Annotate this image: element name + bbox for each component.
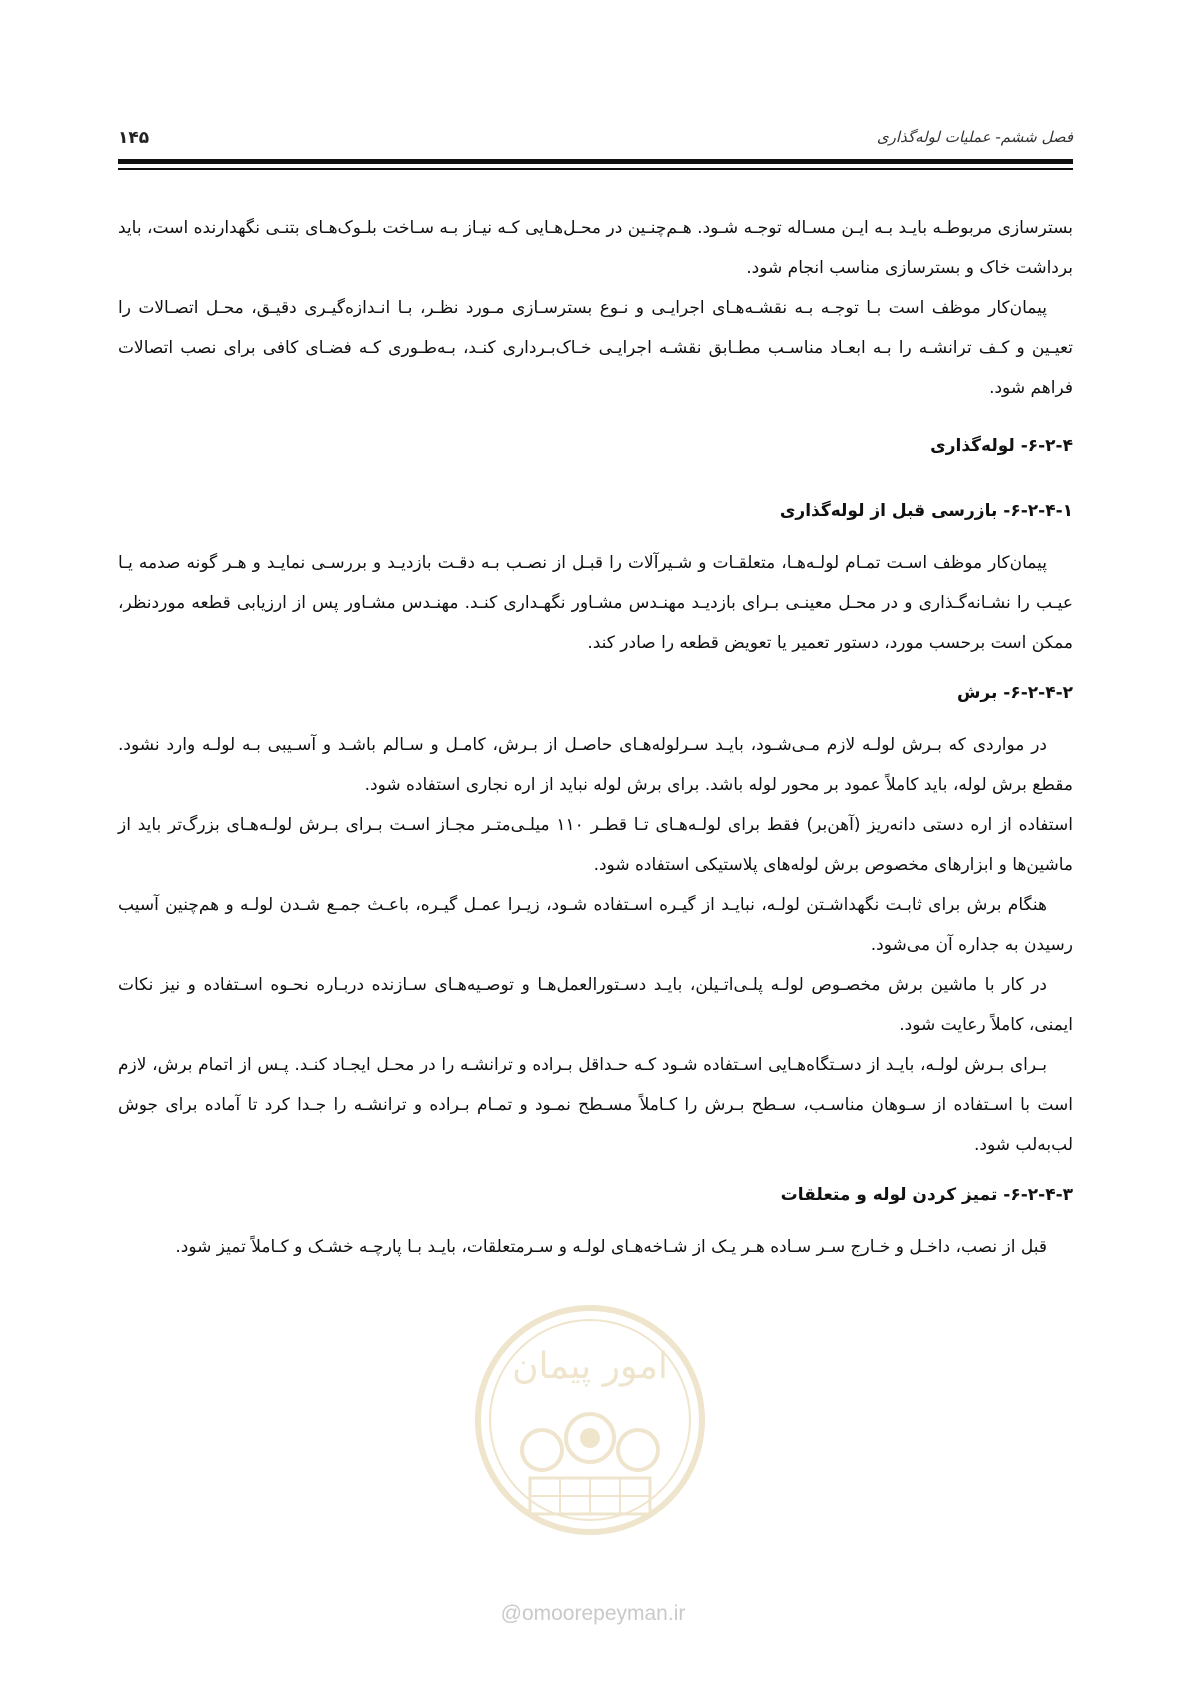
paragraph: بـرای بـرش لولـه، بایـد از دسـتگاه‌هـایی اسـتفاده شـود کـه حـداقل بـراده و ترانشـه را در محـل ایجـاد کنـد. پـس از اتمام برش، لازم است با اسـتفاده از سـوهان مناسـب، سـطح بـرش را کـاملاً مسـطح نمـود و تمـام بـراده و ترانشـه را جـدا کرد تا آماده برای جوش لب‌به‌لب شود. [118,1055,1073,1155]
paragraph: در مواردی که بـرش لولـه لازم مـی‌شـود، بایـد سـرلوله‌هـای حاصـل از بـرش، کامـل و سـالم باشـد و آسـیبی بـه لولـه وارد نشود. مقطع برش لوله، باید کاملاً عمود بر محور لوله باشد. برای برش لوله نباید از اره نجاری استفاده شود. [118,735,1073,795]
seal-stamp-logo-icon [470,1300,710,1540]
subsection-heading: ۶-۲-۴-۳- تمیز کردن لوله و متعلقات [780,1185,1073,1205]
page-header [118,128,1073,172]
paragraph: قبل از نصب، داخـل و خـارج سـر سـاده هـر یـک از شـاخه‌هـای لولـه و سـرمتعلقات، بایـد بـا پارچـه خشـک و کـاملاً تمیز شود. [175,1237,1047,1257]
paragraph: در کار با ماشین برش مخصـوص لولـه پلـی‌اتـیلن، بایـد دسـتورالعمل‌هـا و توصـیه‌هـای سـازنده دربـاره نحـوه اسـتفاده و نیز نکات ایمنی، کاملاً رعایت شود. [118,975,1073,1035]
header-rule-thin [118,168,1073,170]
paragraph: بسترسازی مربوطـه بایـد بـه ایـن مسـاله توجـه شـود. هـم‌چنـین در محـل‌هـایی کـه نیـاز بـه سـاخت بلـوک‌هـای بتنـی نگهدارنده است، باید برداشت خاک و بسترسازی مناسب انجام شود. [118,218,1073,278]
section-heading: ۶-۲-۴- لوله‌گذاری [930,436,1073,456]
page-content [118,208,1073,1267]
header-rule-thick [118,159,1073,164]
seal-logo-text: امور پیمان [512,1346,668,1387]
website-watermark: @omoorepeyman.ir [500,1602,686,1625]
subsection-heading: ۶-۲-۴-۲- برش [956,683,1073,703]
paragraph: استفاده از اره دستی دانه‌ریز (آهن‌بر) فقط برای لولـه‌هـای تـا قطـر ۱۱۰ میلـی‌متـر مجـاز اسـت بـرای بـرش لولـه‌هـای بزرگ‌تر باید از ماشین‌ها و ابزارهای مخصوص برش لوله‌های پلاستیکی استفاده شود. [118,815,1073,875]
paragraph: هنگام برش برای ثابـت نگهداشـتن لولـه، نبایـد از گیـره اسـتفاده شـود، زیـرا عمـل گیـره، باعـث جمـع شـدن لولـه و هم‌چنین آسیب رسیدن به جداره آن می‌شود. [118,895,1073,955]
paragraph: پیمان‌کار موظف است بـا توجـه بـه نقشـه‌هـای اجرایـی و نـوع بسترسـازی مـورد نظـر، بـا انـدازه‌گیـری دقیـق، محـل اتصـالات را تعیـین و کـف ترانشـه را بـه ابعـاد مناسـب مطـابق نقشـه اجرایـی خـاک‌بـرداری کنـد، بـه‌طـوری کـه فضـای کافی برای نصب اتصالات فراهم شود. [118,298,1073,398]
chapter-title: فصل ششم- عملیات لوله‌گذاری [876,128,1073,146]
page-number: ۱۴۵ [118,128,150,148]
subsection-heading: ۶-۲-۴-۱- بازرسی قبل از لوله‌گذاری [779,501,1073,521]
paragraph: پیمان‌کار موظف اسـت تمـام لولـه‌هـا، متعلقـات و شـیرآلات را قبـل از نصـب بـه دقـت بازدیـد و بررسـی نمایـد و هـر گونه صدمه یـا عیـب را نشـانه‌گـذاری و در محـل معینـی بـرای بازدیـد مهنـدس مشـاور نگهـداری کنـد. مهنـدس مشـاور پس از ارزیابی قطعه موردنظر، ممکن است برحسب مورد، دستور تعمیر یا تعویض قطعه را صادر کند. [118,553,1073,653]
